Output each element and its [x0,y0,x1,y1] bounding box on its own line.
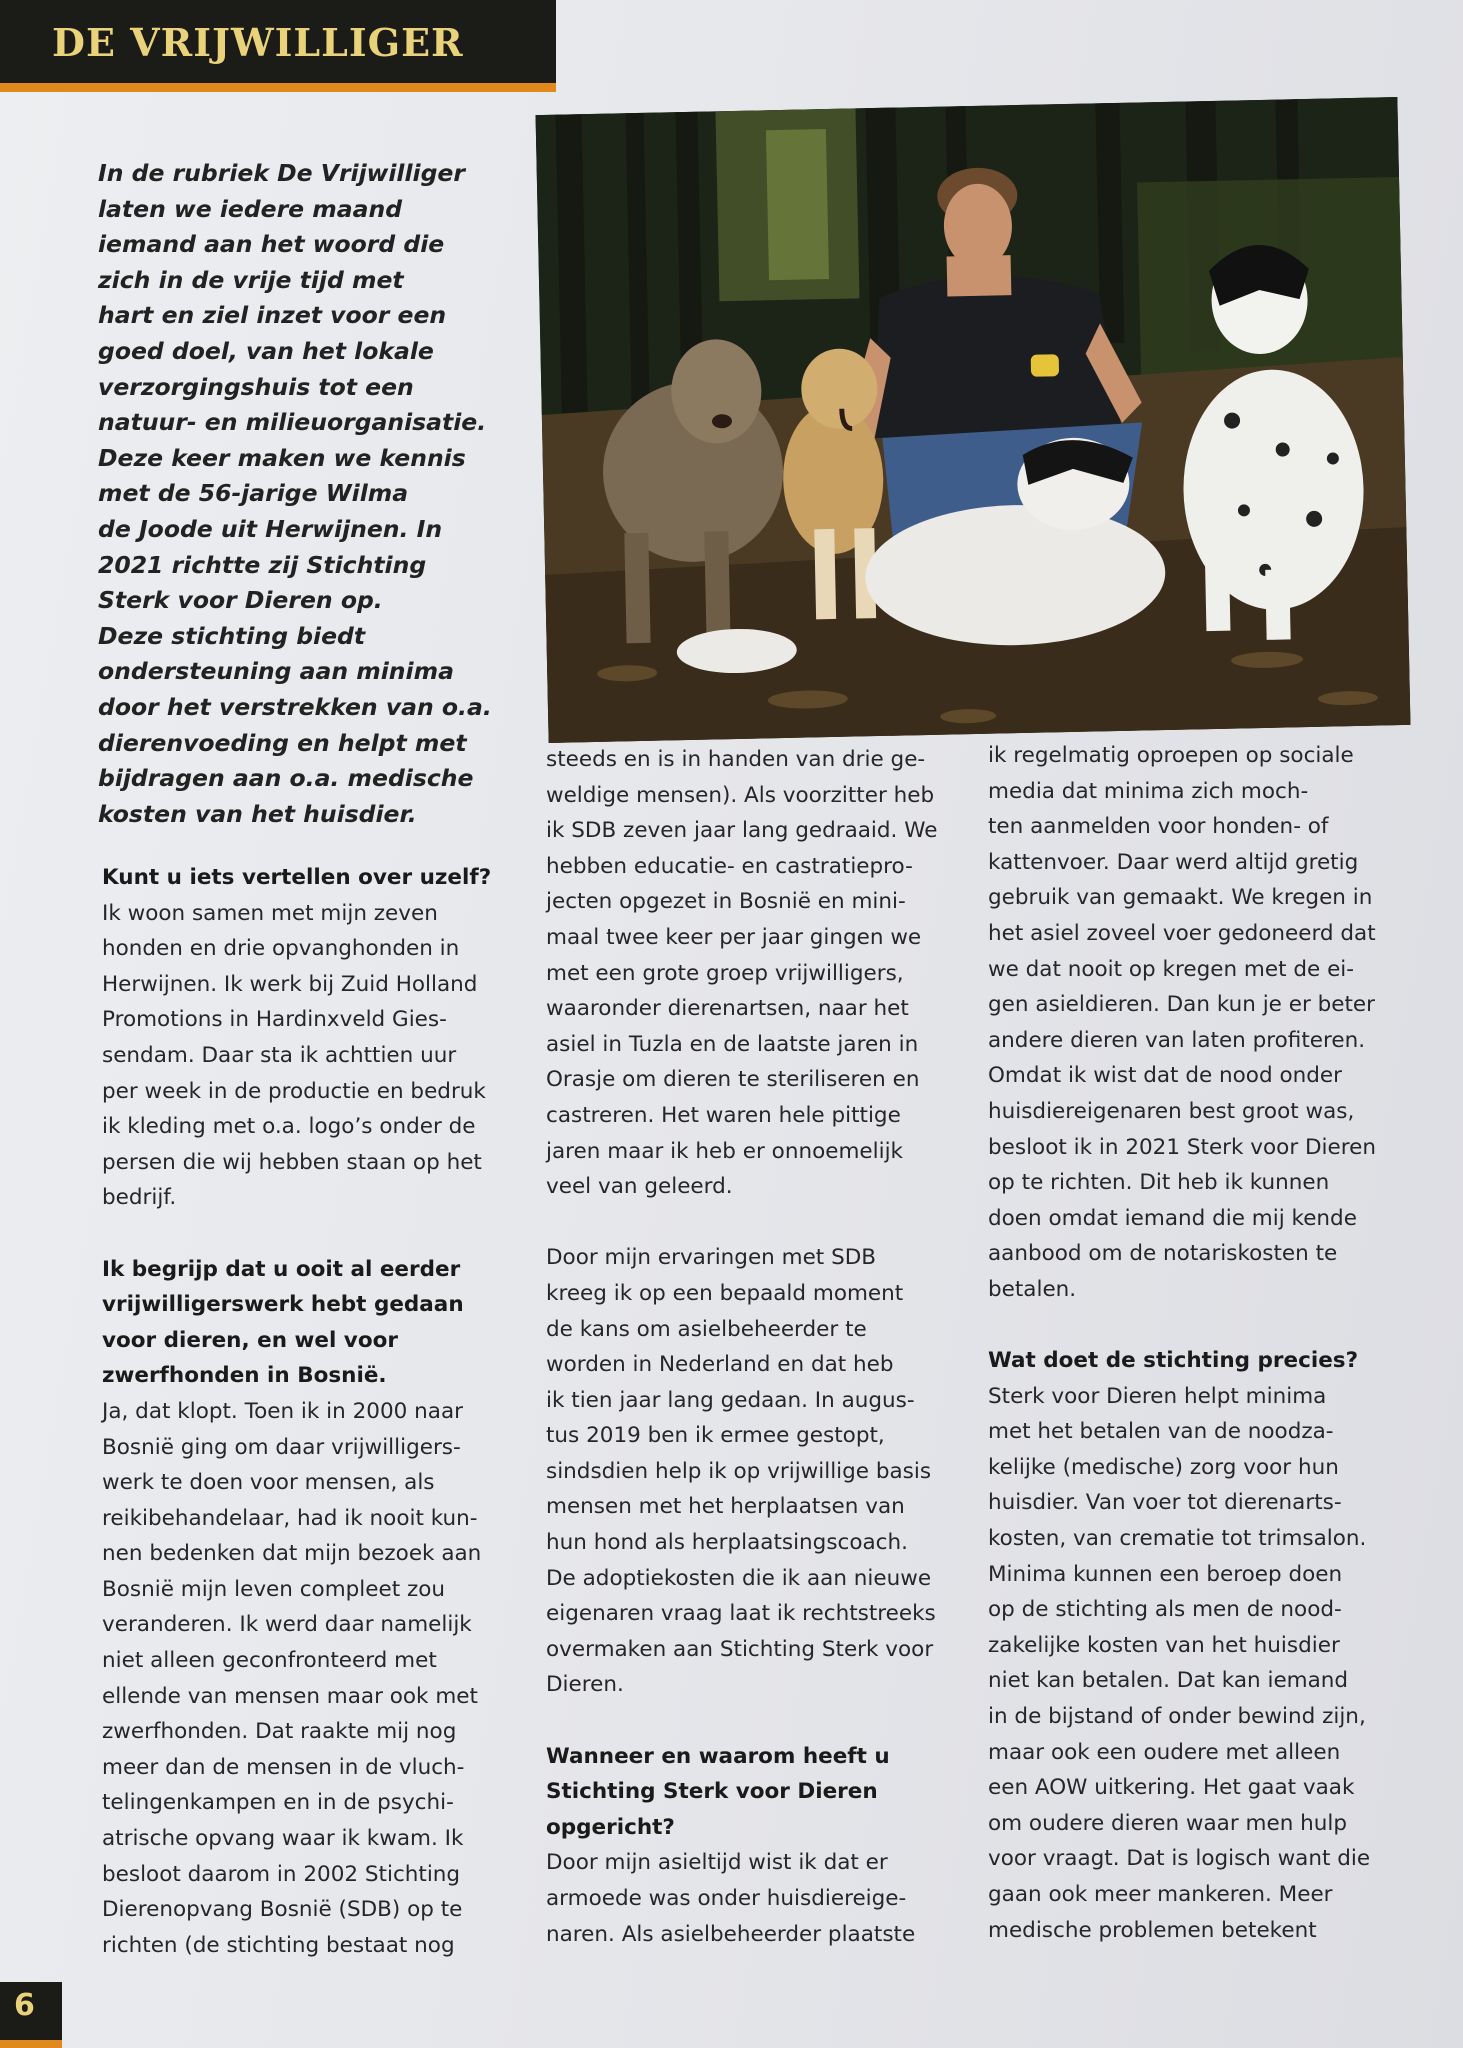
question-heading: Ik begrijp dat u ooit al eerder [102,1256,461,1282]
intro-line: Deze keer maken we kennis [98,443,466,472]
text-line: Dieren. [546,1672,624,1698]
text-line: sindsdien help ik op vrijwillige basis [546,1458,932,1484]
intro-line: bijdragen aan o.a. medische [98,764,474,793]
text-line: met het betalen van de noodza- [988,1419,1334,1445]
text-line: ik SDB zeven jaar lang gedraaid. We [546,818,938,844]
question-heading: Kunt u iets vertellen over uzelf? [102,865,492,890]
question-heading: vrijwilligerswerk hebt gedaan [102,1292,464,1318]
text-line: in de bijstand of onder bewind zijn, [988,1704,1366,1730]
text-line: overmaken aan Stichting Sterk voor [546,1636,934,1662]
text-line: maar ook een oudere met alleen [988,1739,1341,1765]
text-line: niet alleen geconfronteerd met [102,1648,437,1674]
text-line: Bosnië ging om daar vrijwilligers- [102,1434,461,1460]
text-line: medische problemen betekent [988,1917,1317,1943]
intro-line: iemand aan het woord die [98,230,445,259]
text-line: een AOW uitkering. Het gaat vaak [988,1775,1355,1801]
text-line: De adoptiekosten die ik aan nieuwe [546,1565,932,1591]
intro-line: ondersteuning aan minima [98,657,454,686]
text-line: Omdat ik wist dat de nood onder [988,1063,1342,1089]
text-line: Sterk voor Dieren helpt minima [988,1383,1327,1409]
text-line: het asiel zoveel voer gedoneerd dat [988,920,1376,946]
photo-woman-with-dogs-in-forest-icon [536,97,1411,743]
text-line: ellende van mensen maar ook met [102,1683,478,1709]
text-line: kelijke (medische) zorg voor hun [988,1454,1339,1480]
text-line: huisdiereigenaren best groot was, [988,1098,1355,1124]
text-line: kattenvoer. Daar werd altijd gretig [988,849,1359,875]
text-line: aanbood om de notariskosten te [988,1241,1338,1267]
text-line: richten (de stichting bestaat nog [102,1932,455,1958]
text-line: media dat minima zich moch- [988,778,1309,804]
text-line: Ik woon samen met mijn zeven [102,900,438,926]
section-title: DE VRIJWILLIGER [52,20,464,65]
intro-line: kosten van het huisdier. [98,799,417,828]
text-line: worden in Nederland en dat heb [546,1352,894,1378]
text-line: ten aanmelden voor honden- of [988,814,1329,840]
question-heading: voor dieren, en wel voor [102,1327,398,1353]
page-number: 6 [14,1988,35,2023]
text-line: zakelijke kosten van het huisdier [988,1632,1340,1658]
text-line: Dierenopvang Bosnië (SDB) op te [102,1897,463,1923]
text-line: telingenkampen en in de psychi- [102,1790,454,1816]
photo-woman-with-dogs [536,97,1411,743]
intro-line: dierenvoeding en helpt met [98,728,467,757]
text-line: om oudere dieren waar men hulp [988,1810,1348,1836]
text-line: reikibehandelaar, had ik nooit kun- [102,1505,478,1531]
text-line: mensen met het herplaatsen van [546,1494,905,1520]
text-line: Bosnië mijn leven compleet zou [102,1576,446,1602]
text-line: gen asieldieren. Dan kun je er beter [988,992,1375,1018]
text-line: zwerfhonden. Dat raakte mij nog [102,1719,457,1745]
intro-line: laten we iedere maand [98,194,403,223]
text-line: Door mijn asieltijd wist ik dat er [546,1850,888,1876]
column-1 [102,860,522,1963]
question-heading: Wanneer en waarom heeft u [546,1743,890,1769]
text-line: nen bedenken dat mijn bezoek aan [102,1541,482,1567]
text-line: ik kleding met o.a. logo’s onder de [102,1114,476,1140]
text-line: atrische opvang waar ik kwam. Ik [102,1826,464,1852]
intro-line: 2021 richtte zij Stichting [98,550,427,579]
text-line: maal twee keer per jaar gingen we [546,924,922,950]
text-line: besloot ik in 2021 Sterk voor Dieren [988,1134,1376,1160]
column-2 [546,742,966,1952]
text-line: waaronder dierenartsen, naar het [546,996,909,1022]
intro-text [98,156,518,832]
text-line: hebben educatie- en castratiepro- [546,853,913,879]
intro-line: In de rubriek De Vrijwilliger [98,159,465,187]
text-line: jaren maar ik heb er onnoemelijk [546,1138,903,1164]
text-line: werk te doen voor mensen, als [102,1470,435,1496]
text-line: gaan ook meer mankeren. Meer [988,1882,1333,1907]
text-line: ik regelmatig oproepen op sociale [988,743,1354,768]
text-line: eigenaren vraag laat ik rechtstreeks [546,1601,936,1627]
intro-line: de Joode uit Herwijnen. In [98,514,443,543]
text-line: Door mijn ervaringen met SDB [546,1245,877,1271]
text-line: Orasje om dieren te steriliseren en [546,1067,920,1093]
question-heading: opgericht? [546,1814,675,1840]
text-line: doen omdat iemand die mij kende [988,1205,1357,1231]
text-line: de kans om asielbeheerder te [546,1316,867,1342]
question-heading: Stichting Sterk voor Dieren [546,1779,878,1805]
text-line: armoede was onder huisdiereige- [546,1886,907,1911]
text-line: bedrijf. [102,1185,177,1211]
text-line: op de stichting als men de nood- [988,1597,1342,1623]
text-line: veranderen. Ik werd daar namelijk [102,1612,472,1638]
intro-line: met de 56-jarige Wilma [98,479,409,508]
text-line: met een grote groep vrijwilligers, [546,960,904,986]
intro-line: door het verstrekken van o.a. [98,692,492,721]
text-line: hun hond als herplaatsingscoach. [546,1530,908,1556]
text-line: andere dieren van laten profiteren. [988,1027,1366,1053]
intro-line: Deze stichting biedt [98,621,366,650]
text-line: jecten opgezet in Bosnië en mini- [546,889,906,915]
text-line: betalen. [988,1276,1077,1302]
text-line: Minima kunnen een beroep doen [988,1561,1343,1587]
text-line: meer dan de mensen in de vluch- [102,1754,465,1780]
text-line: persen die wij hebben staan op het [102,1149,482,1175]
text-line: weldige mensen). Als voorzitter heb [546,782,935,808]
text-line: naren. Als asielbeheerder plaatste [546,1921,916,1947]
text-line: Herwijnen. Ik werk bij Zuid Holland [102,971,478,997]
intro-line: zich in de vrije tijd met [98,265,404,294]
text-line: per week in de productie en bedruk [102,1078,486,1104]
column-3 [988,738,1408,1948]
text-line: niet kan betalen. Dat kan iemand [988,1668,1349,1694]
text-line: tus 2019 ben ik ermee gestopt, [546,1423,885,1449]
text-line: ik tien jaar lang gedaan. In augus- [546,1387,915,1413]
intro-line: natuur- en milieuorganisatie. [98,408,487,437]
text-line: we dat nooit op kregen met de ei- [988,956,1355,982]
text-line: sendam. Daar sta ik achttien uur [102,1042,457,1068]
text-line: huisdier. Van voer tot dierenarts- [988,1490,1342,1516]
intro-line: Sterk voor Dieren op. [98,586,383,615]
question-heading: Wat doet de stichting precies? [988,1348,1359,1374]
text-line: veel van geleerd. [546,1174,733,1200]
text-line: besloot daarom in 2002 Stichting [102,1861,461,1887]
intro-line: hart en ziel inzet voor een [98,301,447,330]
text-line: Promotions in Hardinxveld Gies- [102,1007,447,1033]
intro-line: goed doel, van het lokale [98,336,434,365]
text-line: op te richten. Dit heb ik kunnen [988,1170,1330,1196]
question-heading: zwerfhonden in Bosnië. [102,1363,387,1389]
intro-line: verzorgingshuis tot een [98,372,414,401]
text-line: castreren. Het waren hele pittige [546,1102,901,1128]
text-line: voor vraagt. Dat is logisch want die [988,1846,1371,1872]
text-line: steeds en is in handen van drie ge- [546,747,926,772]
text-line: gebruik van gemaakt. We kregen in [988,885,1373,911]
text-line: kosten, van crematie tot trimsalon. [988,1526,1367,1552]
text-line: honden en drie opvanghonden in [102,936,460,962]
text-line: asiel in Tuzla en de laatste jaren in [546,1031,919,1057]
text-line: Ja, dat klopt. Toen ik in 2000 naar [102,1398,463,1424]
text-line: kreeg ik op een bepaald moment [546,1280,904,1306]
